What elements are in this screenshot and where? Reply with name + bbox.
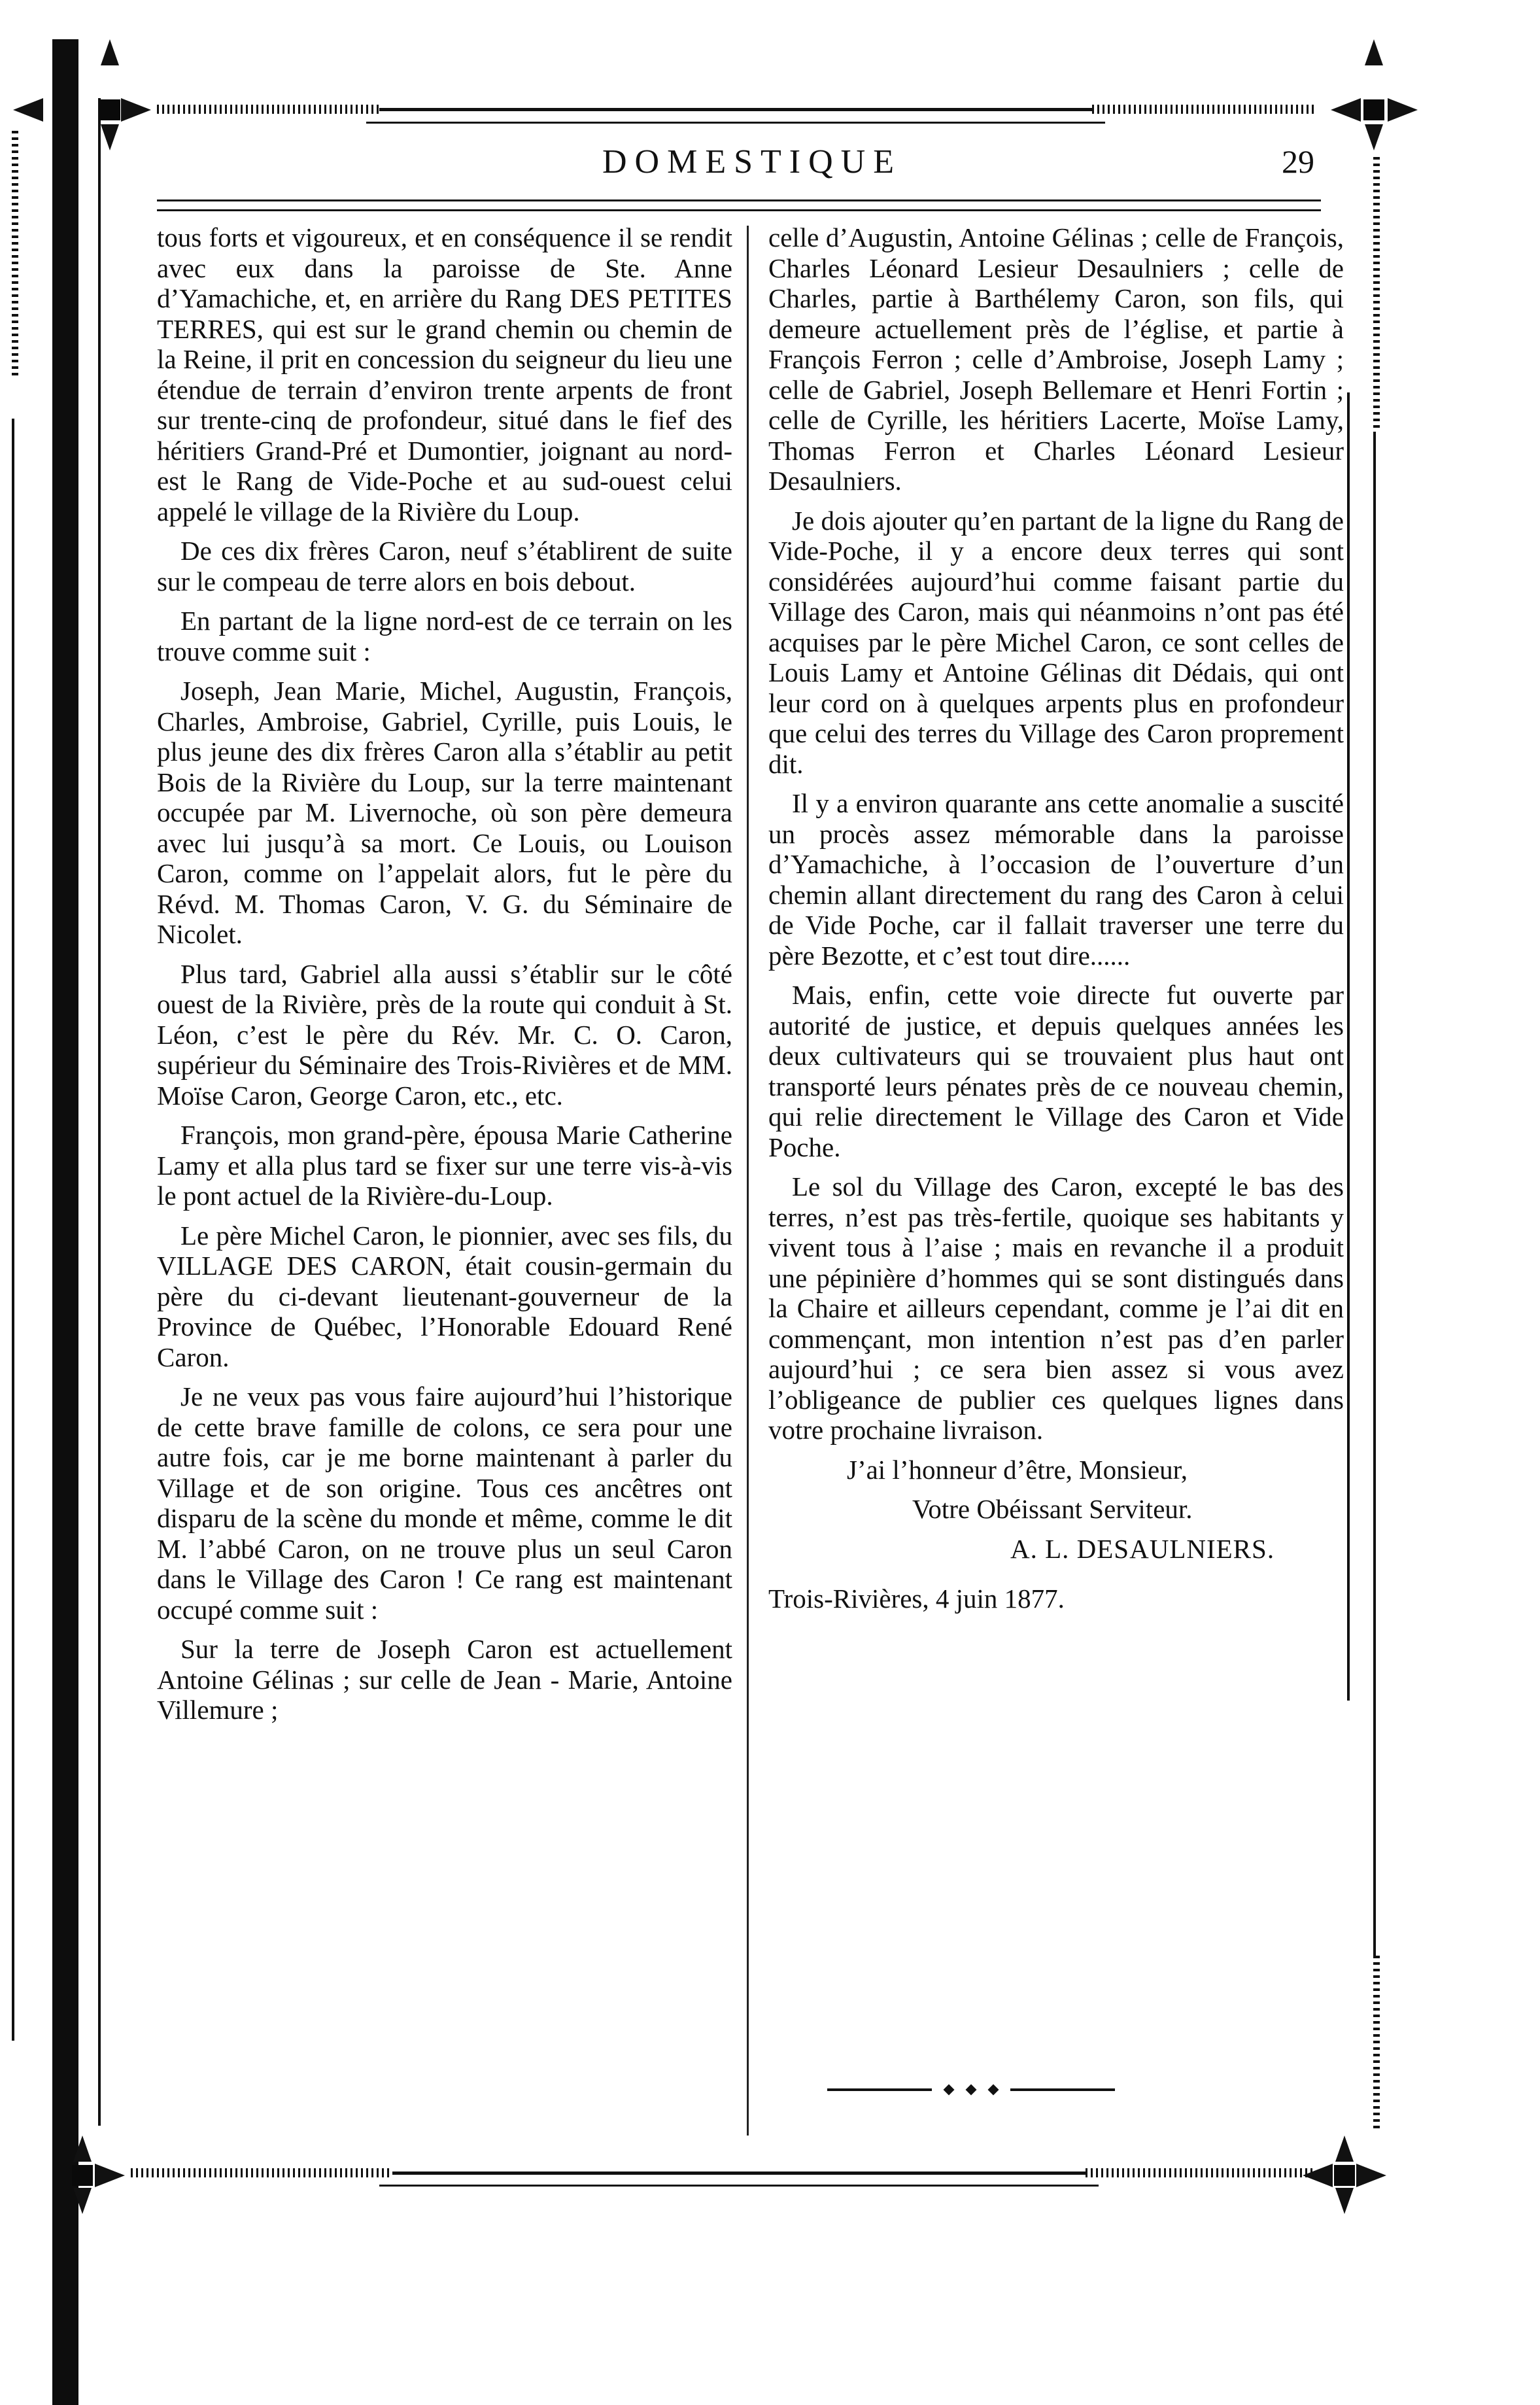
paragraph: Joseph, Jean Marie, Michel, Augustin, François, Charles, Ambroise, Gabriel, Cyrille, puis Louis, le plus jeune des dix frères Caron alla s’établir au petit Bois de la Rivière du Loup, sur la terre maintenant occupée par M. Livernoche, où son père demeura avec lui jusqu’à sa mort. Ce Louis, ou Louison Caron, comme on l’appelait alors, fut le père du Révd. M. Thomas Caron, V. G. du Séminaire de Nicolet.: [157, 676, 732, 949]
arrow-ornament-icon: [1365, 124, 1383, 150]
left-border-bar: [52, 39, 78, 2405]
tailpiece-ornament: [827, 2083, 1115, 2096]
corner-ornament-top-right: [1363, 99, 1384, 120]
top-border-line-under: [366, 122, 1105, 124]
arrow-ornament-icon: [73, 2188, 92, 2214]
paragraph: Le père Michel Caron, le pionnier, avec ses fils, du VILLAGE DES CARON, était cousin-germain du père du ci-devant lieutenant-gouverneur de la Province de Québec, l’Honorable Edouard René Caron.: [157, 1220, 732, 1372]
left-border-dots: [12, 131, 18, 379]
arrow-ornament-icon: [1356, 2164, 1386, 2187]
right-column: [768, 222, 1344, 1623]
top-border-dots-right: [1092, 105, 1314, 114]
arrow-ornament-icon: [13, 98, 43, 122]
top-border-line: [379, 108, 1092, 111]
arrow-ornament-icon: [1335, 2136, 1354, 2162]
page-number: 29: [1282, 143, 1314, 180]
arrow-ornament-icon: [1303, 2164, 1333, 2187]
right-border-line-outer: [1347, 392, 1350, 1701]
bottom-border-line: [392, 2171, 1086, 2175]
bottom-border-line-under: [379, 2185, 1099, 2187]
paragraph: tous forts et vigoureux, et en conséquence il se rendit avec eux dans la paroisse de Ste. Anne d’Yamachiche, et, en arrière du Rang DES PETITES TERRES, qui est sur le grand chemin ou chemin de la Reine, il prit en concession du seigneur du lieu une étendue de terrain d’environ trente arpents de front sur trente-cinq de profondeur, situé dans le fief des héritiers Grand-Pré et Dumontier, joignant au nord-est le Rang de Vide-Poche et au sud-ouest celui appelé le village de la Rivière du Loup.: [157, 222, 732, 527]
column-divider: [747, 226, 749, 2136]
paragraph: En partant de la ligne nord-est de ce terrain on les trouve comme suit :: [157, 606, 732, 666]
paragraph: De ces dix frères Caron, neuf s’établirent de suite sur le compeau de terre alors en bois debout.: [157, 536, 732, 597]
header-rule-under: [157, 209, 1321, 211]
paragraph: Mais, enfin, cette voie directe fut ouverte par autorité de justice, et depuis quelques années les deux cultivateurs qui se trouvaient plus haut ont transporté leurs pénates près de ce nouveau chemin, qui relie directement le Village des Caron et Vide Poche.: [768, 980, 1344, 1162]
closing-line: Votre Obéissant Serviteur.: [912, 1494, 1193, 1524]
right-border-dots-top: [1373, 157, 1380, 432]
bottom-border-dots-right: [1086, 2168, 1314, 2177]
running-head: DOMESTIQUE: [602, 143, 902, 181]
arrow-ornament-icon: [1335, 2188, 1354, 2214]
arrow-ornament-icon: [73, 2136, 92, 2162]
paragraph: Je dois ajouter qu’en partant de la ligne du Rang de Vide-Poche, il y a encore deux terres qui sont considérées aujourd’hui comme faisant partie du Village des Caron, mais qui néanmoins n’ont pas été acquises par le père Michel Caron, ce sont celles de Louis Lamy et Antoine Gélinas dit Dédais, qui ont leur cord on à quelques arpents plus en profondeur que celui des terres du Village des Caron proprement dit.: [768, 505, 1344, 779]
arrow-ornament-icon: [101, 124, 119, 150]
paragraph: Il y a environ quarante ans cette anomalie a suscité un procès assez mémorable dans la paroisse d’Yamachiche, à l’occasion de l’ouverture d’un chemin allant directement du rang des Caron à celui de Vide Poche, car il fallait traverser une terre du père Bezotte, et c’est tout dire......: [768, 788, 1344, 971]
dateline: Trois-Rivières, 4 juin 1877.: [768, 1583, 1065, 1614]
left-border-line: [98, 98, 101, 2126]
paragraph: Je ne veux pas vous faire aujourd’hui l’historique de cette brave famille de colons, ce sera pour une autre fois, car je me borne maintenant à parler du Village et de son origine. Tous ces ancêtres ont disparu de la scène du monde et même, comme le dit M. l’abbé Caron, on ne trouve plus un seul Caron dans le Village des Caron ! Ce rang est maintenant occupé comme suit :: [157, 1381, 732, 1625]
right-border-dots-bottom: [1373, 1956, 1380, 2132]
arrow-ornament-icon: [1331, 98, 1361, 122]
paragraph: Le sol du Village des Caron, excepté le bas des terres, n’est pas très-fertile, quoique ses habitants y vivent tous à l’aise ; mais en revanche il a produit une pépinière d’hommes qui se sont distingués dans la Chaire et ailleurs cependant, comme je l’ai dit en commençant, mon intention n’est pas d’en parler aujourd’hui ; ce sera bien assez si vous avez l’obligeance de publier ces quelques lignes dans votre prochaine livraison.: [768, 1171, 1344, 1445]
header-rule: [157, 199, 1321, 201]
closing-salutation: J’ai l’honneur d’être, Monsieur,: [847, 1454, 1188, 1485]
corner-ornament-bottom-left: [72, 2165, 93, 2186]
left-border-line-outer: [12, 419, 14, 2041]
corner-ornament-top-left: [99, 99, 120, 120]
arrow-ornament-icon: [95, 2164, 125, 2187]
top-border-dots-left: [157, 105, 379, 114]
left-column: [157, 222, 732, 1735]
paragraph: Plus tard, Gabriel alla aussi s’établir sur le côté ouest de la Rivière, près de la route qui conduit à St. Léon, c’est le père du Rév. Mr. C. O. Caron, supérieur du Séminaire des Trois-Rivières et de MM. Moïse Caron, George Caron, etc., etc.: [157, 958, 732, 1111]
arrow-ornament-icon: [1388, 98, 1418, 122]
paragraph: celle d’Augustin, Antoine Gélinas ; celle de François, Charles Léonard Lesieur Desaulniers ; celle de Charles, partie à Barthélemy Caron, son fils, qui demeure actuellement près de l’église, et partie à François Ferron ; celle d’Ambroise, Joseph Lamy ; celle de Gabriel, Joseph Bellemare et Henri Fortin ; celle de Cyrille, les héritiers Lacerte, Moïse Lamy, Thomas Ferron et Charles Léonard Lesieur Desaulniers.: [768, 222, 1344, 496]
paragraph: François, mon grand-père, épousa Marie Catherine Lamy et alla plus tard se fixer sur une terre vis-à-vis le pont actuel de la Rivière-du-Loup.: [157, 1120, 732, 1211]
arrow-ornament-icon: [101, 39, 119, 65]
bottom-border-dots-left: [131, 2168, 392, 2177]
signature: A. L. DESAULNIERS.: [1010, 1533, 1275, 1564]
arrow-ornament-icon: [1365, 39, 1383, 65]
corner-ornament-bottom-right: [1334, 2165, 1355, 2186]
paragraph: Sur la terre de Joseph Caron est actuellement Antoine Gélinas ; sur celle de Jean - Marie, Antoine Villemure ;: [157, 1634, 732, 1725]
right-border-line: [1373, 432, 1376, 1956]
arrow-ornament-icon: [121, 98, 151, 122]
